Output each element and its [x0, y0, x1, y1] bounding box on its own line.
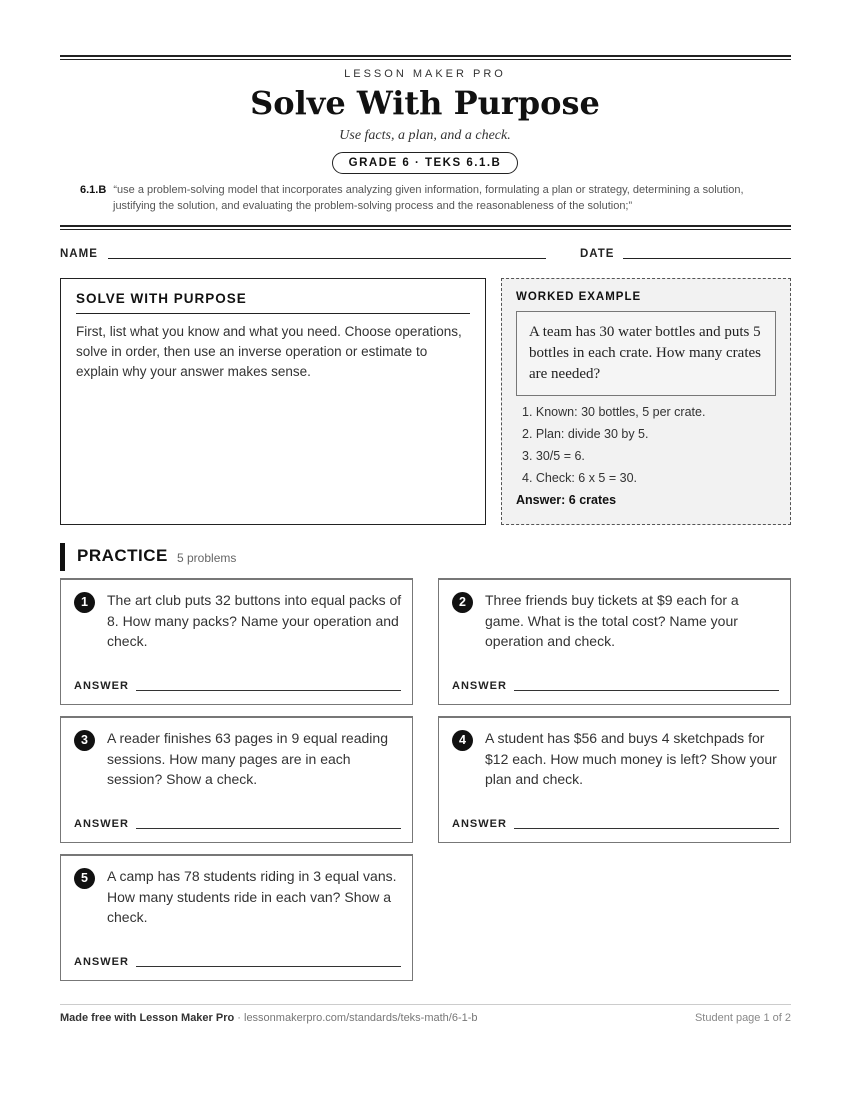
problem-number-badge: 5: [74, 868, 95, 889]
standard-text: “use a problem-solving model that incorporates analyzing given information, formulating a plan or strategy, determining a solution, justifying the solution, and evaluating the problem-solving process and the reasonableness of the solution;”: [113, 184, 744, 212]
grade-badge: GRADE 6 · TEKS 6.1.B: [332, 152, 519, 174]
answer-label: ANSWER: [74, 680, 129, 692]
example-steps: [516, 401, 776, 489]
example-problem: A team has 30 water bottles and puts 5 bottles in each crate. How many crates are needed?: [516, 311, 776, 396]
example-step: 4. Check: 6 x 5 = 30.: [522, 471, 637, 485]
answer-label: ANSWER: [74, 818, 129, 830]
example-answer: Answer: 6 crates: [516, 493, 617, 507]
practice-card-2: [438, 578, 791, 705]
standard-description: [80, 182, 780, 214]
date-field[interactable]: [623, 258, 791, 259]
answer-label: ANSWER: [452, 818, 507, 830]
worked-example-heading: WORKED EXAMPLE: [516, 291, 642, 303]
answer-label: ANSWER: [74, 956, 129, 968]
problem-number-badge: 3: [74, 730, 95, 751]
problem-text: A student has $56 and buys 4 sketchpads for $12 each. How much money is left? Show your plan and check.: [485, 730, 777, 787]
footer-credit: [60, 1012, 478, 1024]
header-bottom-rule: [60, 225, 791, 230]
problem-text: Three friends buy tickets at $9 each for a game. What is the total cost? Name your operation and check.: [485, 592, 739, 649]
problem-number-badge: 1: [74, 592, 95, 613]
footer-rule: [60, 1004, 791, 1005]
date-label: DATE: [580, 248, 615, 260]
brand-name: LESSON MAKER PRO: [344, 68, 506, 80]
page-subtitle: Use facts, a plan, and a check.: [339, 128, 511, 143]
footer-page-number: Student page 1 of 2: [694, 1012, 791, 1024]
problem-text: A reader finishes 63 pages in 9 equal reading sessions. How many pages are in each session? Show a check.: [107, 730, 388, 787]
answer-field[interactable]: [136, 966, 401, 967]
practice-title: PRACTICE: [77, 546, 168, 565]
problem-text: A camp has 78 students riding in 3 equal vans. How many students ride in each van? Show a check.: [107, 868, 397, 925]
footer-made-with: Made free with Lesson Maker Pro: [60, 1012, 235, 1024]
practice-card-4: [438, 716, 791, 843]
answer-field[interactable]: [136, 828, 401, 829]
problem-text: The art club puts 32 buttons into equal packs of 8. How many packs? Name your operation and check.: [107, 592, 402, 649]
practice-count: 5 problems: [177, 551, 237, 565]
answer-label: ANSWER: [452, 680, 507, 692]
footer-url[interactable]: · lessonmakerpro.com/standards/teks-math/6-1-b: [234, 1012, 478, 1024]
practice-accent-bar: [60, 543, 65, 571]
answer-field[interactable]: [514, 828, 779, 829]
header-top-rule: [60, 55, 791, 60]
example-step: 1. Known: 30 bottles, 5 per crate.: [522, 405, 706, 419]
practice-card-3: [60, 716, 413, 843]
example-step: 3. 30/5 = 6.: [522, 449, 585, 463]
name-field[interactable]: [108, 258, 546, 259]
example-step: 2. Plan: divide 30 by 5.: [522, 427, 649, 441]
practice-card-1: [60, 578, 413, 705]
grade-badge-wrap: [0, 152, 850, 174]
worked-example-box: [501, 278, 791, 525]
standard-code: 6.1.B: [80, 184, 107, 196]
name-label: NAME: [60, 248, 98, 260]
problem-number-badge: 2: [452, 592, 473, 613]
strategy-text: First, list what you know and what you need. Choose operations, solve in order, then use an inverse operation or estimate to explain why your answer makes sense.: [76, 324, 462, 379]
strategy-heading: SOLVE WITH PURPOSE: [76, 291, 470, 314]
answer-field[interactable]: [136, 690, 401, 691]
answer-field[interactable]: [514, 690, 779, 691]
page-title: Solve With Purpose: [250, 84, 600, 122]
practice-card-5: [60, 854, 413, 981]
strategy-box: [60, 278, 486, 525]
problem-number-badge: 4: [452, 730, 473, 751]
